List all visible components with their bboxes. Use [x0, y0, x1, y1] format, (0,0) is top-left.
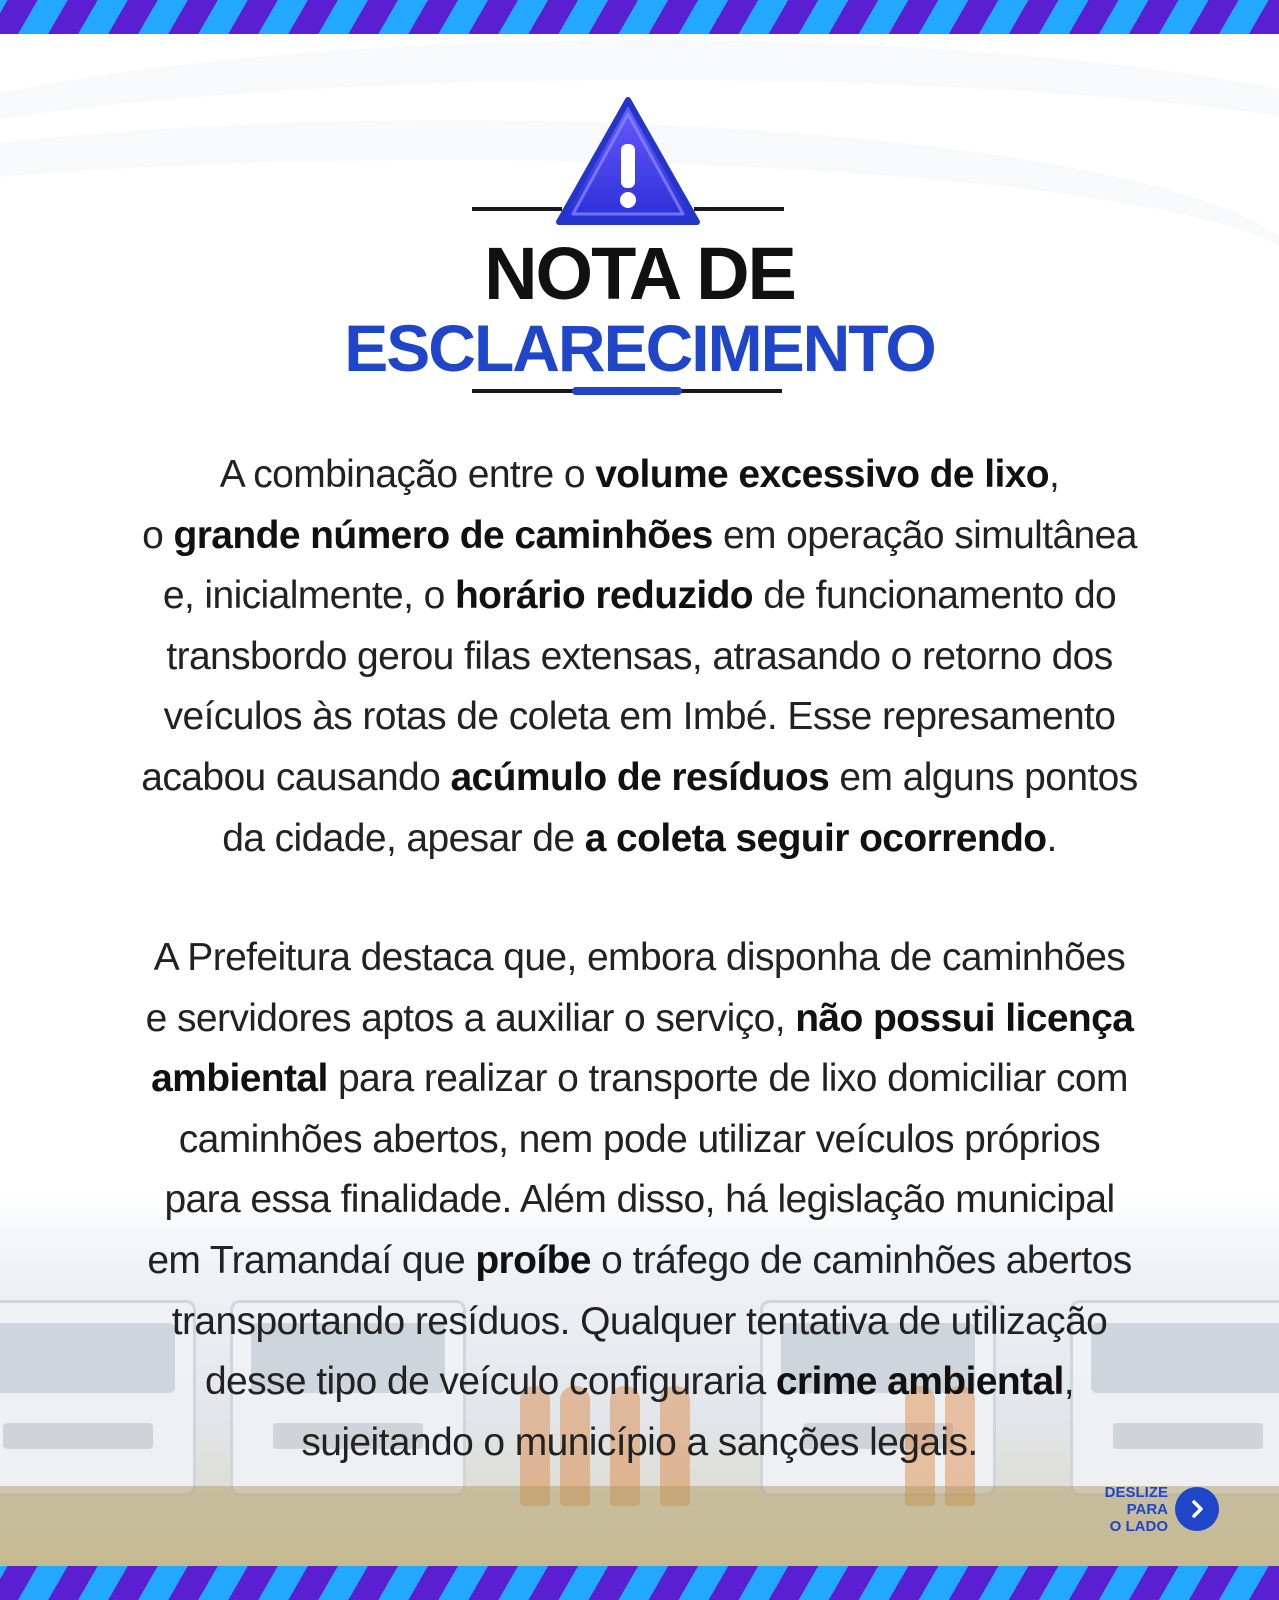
- title-line-2: ESCLARECIMENTO: [344, 311, 935, 385]
- swipe-hint-label: DESLIZE PARA O LADO: [1104, 1484, 1168, 1535]
- text-line: A combinação entre o volume excessivo de lixo,: [219, 453, 1060, 496]
- text-line: transbordo gerou filas extensas, atrasando o retorno dos: [166, 634, 1113, 678]
- text-line: A Prefeitura destaca que, embora disponha de caminhões: [153, 936, 1126, 979]
- text-line: em Tramandaí que proíbe o tráfego de caminhões abertos: [147, 1238, 1132, 1282]
- text-line: ambiental para realizar o transporte de lixo domiciliar com: [151, 1057, 1128, 1101]
- next-slide-button[interactable]: [1175, 1487, 1219, 1531]
- divider-line: [694, 207, 784, 211]
- text-line: acabou causando acúmulo de resíduos em alguns pontos: [141, 755, 1138, 799]
- divider-line: [472, 207, 562, 211]
- text-line: transportando resíduos. Qualquer tentativa de utilização: [171, 1299, 1108, 1343]
- text-line: sujeitando o município a sanções legais.: [301, 1420, 978, 1464]
- text-line: da cidade, apesar de a coleta seguir ocorrendo.: [222, 816, 1057, 860]
- title-line-1: NOTA DE: [484, 232, 795, 315]
- text-line: o grande número de caminhões em operação simultânea: [142, 513, 1137, 557]
- text-line: caminhões abertos, nem pode utilizar veículos próprios: [178, 1117, 1101, 1161]
- text-line: desse tipo de veículo configuraria crime ambiental,: [204, 1360, 1075, 1404]
- bottom-stripe-border: [0, 1566, 1279, 1600]
- top-stripe-border: [0, 0, 1279, 34]
- text-line: e, inicialmente, o horário reduzido de funcionamento do: [162, 574, 1117, 618]
- paragraph-2: [40, 928, 1239, 1473]
- text-line: veículos às rotas de coleta em Imbé. Esse represamento: [163, 695, 1116, 739]
- chevron-right-icon: [1186, 1498, 1208, 1520]
- text-line: para essa finalidade. Além disso, há legislação municipal: [164, 1178, 1115, 1222]
- text-line: e servidores aptos a auxiliar o serviço, não possui licença: [145, 996, 1134, 1040]
- blue-accent-bar: [572, 387, 682, 395]
- paragraph-1: [40, 445, 1239, 869]
- warning-triangle-icon: [555, 96, 701, 228]
